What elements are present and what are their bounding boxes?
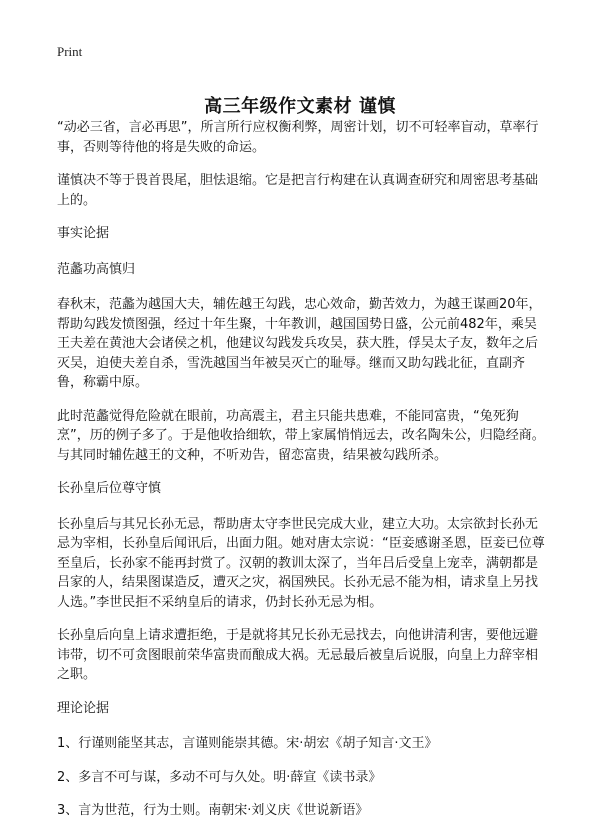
print-link[interactable]: Print [57, 44, 83, 59]
intro-paragraph: 谨慎决不等于畏首畏尾，胆怯退缩。它是把言行构建在认真调查研究和周密思考基础上的。 [57, 173, 539, 208]
example-title: 长孙皇后位尊守慎 [57, 481, 162, 496]
page-title: 高三年级作文素材 谨慎 [204, 96, 396, 118]
example-title: 范蠡功高慎归 [57, 261, 136, 277]
article-body [57, 118, 547, 835]
example-paragraph: 春秋末，范蠡为越国大夫，辅佐越王勾践，忠心效命，勤苦效力，为越王谋画20年，帮助勾践发愤图强，经过十年生聚，十年教训，越国国势日盛，公元前482年，乘吴王夫差在黄池大会诸侯之机，他建议勾践发兵攻吴，获大胜，俘吴太子友，数年之后灭吴，迫使夫差自杀，雪洗越国当年被吴灭亡的耻辱。继而又助勾践北征，直副齐鲁，称霸中原。 [57, 297, 542, 390]
intro-paragraph: “动必三省，言必再思”，所言所行应权衡利弊，周密计划，切不可轻率盲动，草率行事，否则等待他的将是失败的命运。 [57, 120, 539, 155]
example-paragraph: 长孙皇后与其兄长孙无忌，帮助唐太守李世民完成大业，建立大功。太宗欲封长孙无忌为宰相，长孙皇后闻讯后，出面力阻。她对唐太宗说：“臣妾感谢圣恩，臣妾已位尊至皇后，长孙家不能再封赏了。汉朝的教训太深了，当年吕后受皇上宠幸，满朝都是吕家的人，结果图谋造反，遭灭之灾，祸国殃民。长孙无忌不能为相，请求皇上另找人选。”李世民拒不采纳皇后的请求，仍封长孙无忌为相。 [57, 516, 545, 610]
theory-item: 1、行谨则能坚其志，言谨则能崇其德。宋·胡宏《胡子知言·文王》 [57, 736, 438, 751]
example-paragraph: 长孙皇后向皇上请求遭拒绝，于是就将其兄长孙无忌找去，向他讲清利害，要他远避讳带，切不可贪图眼前荣华富贵而酿成大祸。无忌最后被皇后说服，向皇上力辞宰相之职。 [57, 628, 539, 682]
example-paragraph: 此时范蠡觉得危险就在眼前，功高震主，君主只能共患难，不能同富贵，“兔死狗烹”，历的例子多了。于是他收拾细软，带上家属悄悄远去，改名陶朱公，归隐经商。与其同时辅佐越王的文种，不听劝告，留恋富贵，结果被勾践所杀。 [57, 408, 545, 463]
section-heading-facts: 事实论据 [57, 226, 110, 241]
section-heading-theory: 理论论据 [57, 700, 110, 716]
theory-item: 2、多言不可与谋，多动不可与久处。明·薛宣《读书录》 [57, 769, 382, 785]
theory-item: 3、言为世范，行为士则。南朝宋·刘义庆《世说新语》 [57, 803, 369, 818]
